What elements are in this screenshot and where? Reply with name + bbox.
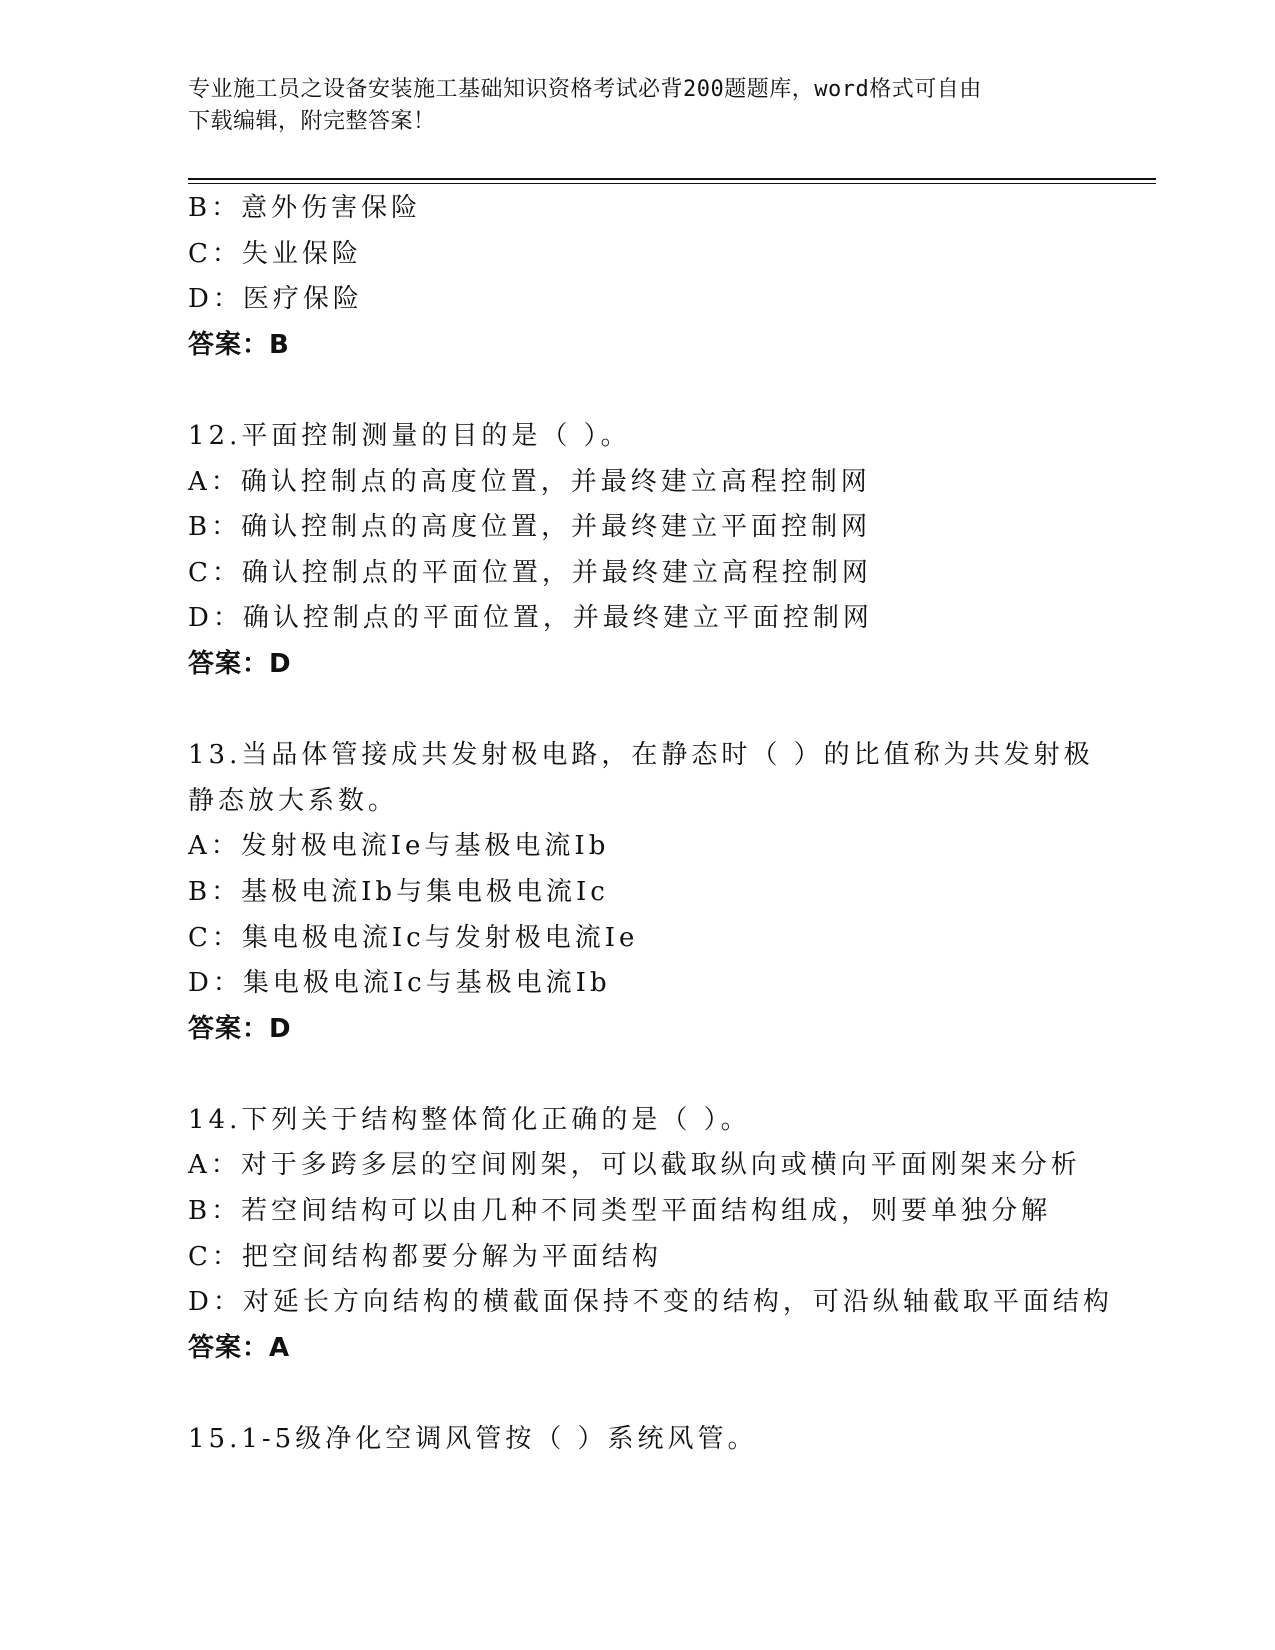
- option-a: A：发射极电流Ie与基极电流Ib: [188, 831, 610, 862]
- header-line-2: 下载编辑，附完整答案！: [188, 109, 436, 134]
- question-14: [188, 1098, 1148, 1372]
- option-b: B：意外伤害保险: [188, 193, 422, 223]
- answer: 答案：D: [188, 1013, 292, 1044]
- question-15: [188, 1417, 1148, 1463]
- header-rule-thin: [188, 183, 1156, 184]
- option-b: B：基极电流Ib与集电极电流Ic: [188, 876, 609, 907]
- option-d: D：对延长方向结构的横截面保持不变的结构，可沿纵轴截取平面结构: [188, 1287, 1113, 1318]
- question-text: 15.1-5级净化空调风管按（ ）系统风管。: [188, 1424, 758, 1455]
- option-c: C：确认控制点的平面位置，并最终建立高程控制网: [188, 557, 872, 588]
- spacer: [188, 368, 1148, 414]
- option-c: C：集电极电流Ic与发射极电流Ie: [188, 922, 639, 953]
- question-13: [188, 733, 1148, 1052]
- document-body: [188, 186, 1148, 1463]
- answer: 答案：B: [188, 329, 290, 360]
- spacer: [188, 1371, 1148, 1417]
- option-d: D：医疗保险: [188, 284, 363, 315]
- option-d: D：集电极电流Ic与基极电流Ib: [188, 968, 611, 999]
- option-d: D：确认控制点的平面位置，并最终建立平面控制网: [188, 603, 873, 634]
- option-c: C：把空间结构都要分解为平面结构: [188, 1241, 662, 1272]
- option-a: A：对于多跨多层的空间刚架，可以截取纵向或横向平面刚架来分析: [188, 1150, 1081, 1181]
- question-12: [188, 414, 1148, 688]
- header-line-1: 专业施工员之设备安装施工基础知识资格考试必背200题题库，word格式可自由: [188, 77, 982, 102]
- spacer: [188, 1052, 1148, 1098]
- question-11-continuation: [188, 186, 1148, 368]
- answer: 答案：D: [188, 648, 292, 679]
- option-c: C：失业保险: [188, 238, 362, 269]
- spacer: [188, 688, 1148, 734]
- question-text: 14.下列关于结构整体简化正确的是（ ）。: [188, 1104, 751, 1135]
- option-b: B：确认控制点的高度位置，并最终建立平面控制网: [188, 512, 872, 543]
- page-header: [188, 74, 1088, 138]
- option-b: B：若空间结构可以由几种不同类型平面结构组成，则要单独分解: [188, 1196, 1052, 1227]
- question-text-continued: 静态放大系数。: [188, 785, 399, 816]
- header-rule-thick: [188, 178, 1156, 180]
- question-text: 13.当品体管接成共发射极电路，在静态时（ ）的比值称为共发射极: [188, 740, 1094, 771]
- answer: 答案：A: [188, 1332, 291, 1363]
- question-text: 12.平面控制测量的目的是（ ）。: [188, 420, 631, 451]
- option-a: A：确认控制点的高度位置，并最终建立高程控制网: [188, 466, 871, 497]
